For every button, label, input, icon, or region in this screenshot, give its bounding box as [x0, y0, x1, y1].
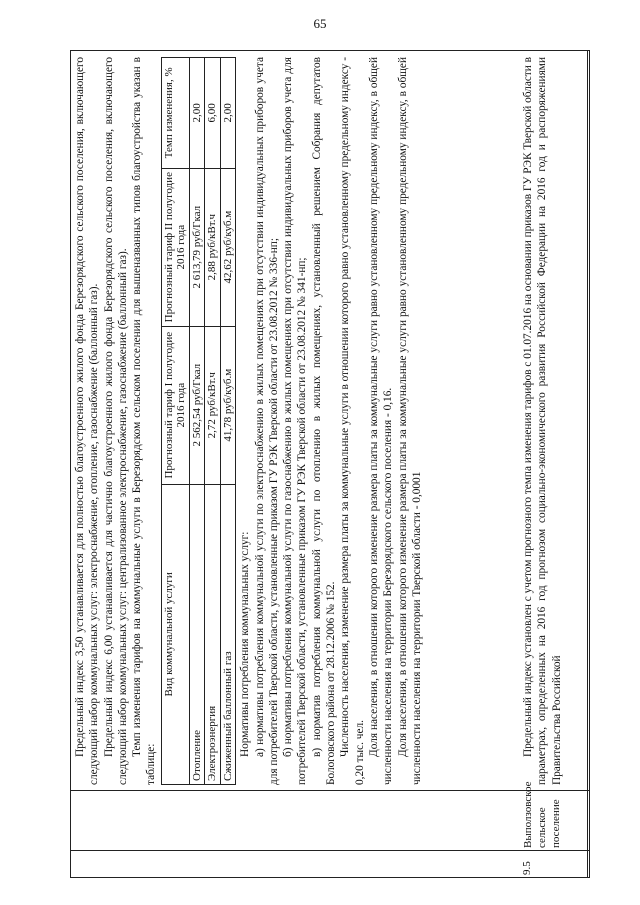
paragraph: Доля населения, в отношении которого изменение размера платы за коммунальные услуги равно установленному предельному индексу, в общей численности населения на территории Березорядского сельского поселения - 0,16.	[367, 57, 395, 785]
section-berezoryadskoe	[73, 57, 424, 785]
table-row	[220, 58, 236, 785]
paragraph: а) нормативы потребления коммунальной услуги по электроснабжению в жилых помещениях при отсутствии индивидуальных приборов учета для потребителей Тверской области, установленные приказом ГУ РЭК Тверской области от 23.08.2012 № 336-нп;	[253, 57, 280, 785]
paragraph: Предельный индекс 6,00 устанавливается для частично благоустроенного жилого фонда Березорядского сельского поселения, включающего следующий набор коммунальных услуг: централизованное электроснабжение, газоснабжение (баллонный газ).	[102, 57, 129, 785]
table-cell: 42,62 руб/куб.м	[220, 168, 236, 326]
table-cell: 2,00	[189, 58, 205, 169]
table-cell: Отопление	[189, 484, 205, 784]
section-vypolzovskoe	[521, 57, 564, 785]
paragraph: Предельный индекс 3,50 устанавливается для полностью благоустроенного жилого фонда Березорядского сельского поселения, включающего следующий набор коммунальных услуг: электроснабжение, отопление, газоснабжение (баллонный газ).	[74, 57, 101, 785]
column-divider-1	[71, 850, 589, 851]
table-header-cell: Вид коммунальной услуги	[161, 484, 189, 784]
table-cell: 2 562,54 руб/Гкал	[189, 326, 205, 484]
table-header-cell: Прогнозный тариф I полугодие 2016 года	[161, 326, 189, 484]
paragraph: Нормативы потребления коммунальных услуг:	[239, 531, 252, 757]
row-number: 9.5	[521, 861, 533, 875]
table-cell: 2,88 руб/кВт.ч	[205, 168, 221, 326]
table-cell: Электроэнергия	[205, 484, 221, 784]
document-table	[70, 50, 590, 878]
column-divider-1	[518, 850, 587, 851]
table-cell: 41,78 руб/куб.м	[220, 326, 236, 484]
table-cell: 2,72 руб/кВт.ч	[205, 326, 221, 484]
paragraph: Темп изменения тарифов на коммунальные услуги в Березорядском сельском поселении для вышеназванных типов благоустройства указан в таблице:	[131, 57, 158, 785]
rotated-page-content	[70, 50, 590, 878]
paragraph: Доля населения, в отношении которого изменение размера платы за коммунальные услуги равно установленному предельному индексу, в общей численности населения на территории Тверской области - 0,0001	[396, 57, 423, 785]
table-cell: 6,00	[205, 58, 221, 169]
paragraph: б) нормативы потребления коммунальной услуги по газоснабжению в жилых помещениях при отсутствии индивидуальных приборов учета для потребителей Тверской области, установленные приказом ГУ РЭК Тверской области от 23.08.2012 № 341-нп;	[282, 57, 309, 785]
table-header-row	[161, 58, 189, 785]
table-cell: 2 613,79 руб/Гкал	[189, 168, 205, 326]
table-row	[189, 58, 205, 785]
row-9-5-frame	[518, 50, 588, 878]
table-header-cell: Темп изменения, %	[161, 58, 189, 169]
table-cell: Сжиженный баллонный газ	[220, 484, 236, 784]
table-cell: 2,00	[220, 58, 236, 169]
tariff-table	[161, 57, 237, 785]
paragraph: Предельный индекс установлен с учетом прогнозного темпа изменения тарифов с 01.07.2016 на основании приказов ГУ РЭК Тверской области в параметрах, определенных на 2016 год прогнозом социально-экономического развития Российской Федерации на 2016 год и распоряжениями Правительства Российской	[522, 57, 563, 785]
rotated-row-9-5	[518, 50, 588, 878]
page-number: 65	[313, 16, 327, 31]
paragraph: Численность населения, изменение размера платы за коммунальные услуги в отношении которого равно установленному предельному индексу - 0,20 тыс. чел.	[339, 57, 366, 785]
table-row	[205, 58, 221, 785]
table-header-cell: Прогнозный тариф II полугодие 2016 года	[161, 168, 189, 326]
settlement-name: Выползовское сельское поселение	[522, 781, 562, 848]
paragraph: в) норматив потребления коммунальной услуги по отоплению в жилых помещениях, установленный решением Собрания депутатов Бологовского района от 28.12.2006 № 152.	[310, 57, 338, 785]
column-divider-2	[71, 790, 589, 791]
